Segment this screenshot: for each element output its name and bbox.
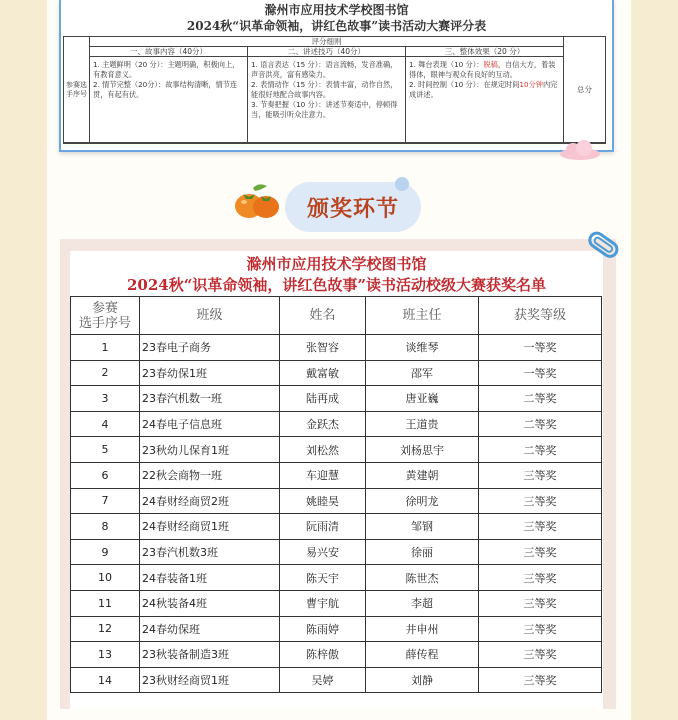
table-row — [71, 667, 602, 693]
cell-class: 23春汽机数3班 — [140, 539, 280, 565]
cell-award-level: 二等奖 — [479, 411, 602, 437]
effect-text-a: 1. 舞台表现（10 分）： — [409, 60, 484, 69]
cell-teacher: 陈世杰 — [366, 565, 479, 591]
paperclip-icon — [582, 227, 622, 263]
cell-name: 阮雨清 — [280, 514, 366, 540]
table-row — [71, 360, 602, 386]
cell-number: 2 — [71, 360, 140, 386]
score-sheet-title-line1: 滁州市应用技术学校图书馆 — [264, 3, 409, 17]
cell-class: 23秋幼儿保育1班 — [140, 437, 280, 463]
cell-teacher: 王道贵 — [366, 411, 479, 437]
score-sheet-image — [59, 0, 614, 152]
effect-text-b: ，自信大方，着装得体，眼神与观众有良好的互动。 2. 时间控制（10 分）：在规定时间 — [409, 60, 556, 89]
cell-teacher: 邹钢 — [366, 514, 479, 540]
cell-class: 24秋装备4班 — [140, 590, 280, 616]
cell-teacher: 刘静 — [366, 667, 479, 693]
cell-teacher: 徐丽 — [366, 539, 479, 565]
cell-teacher: 谈维琴 — [366, 335, 479, 361]
score-sheet-title-line2: 2024秋“识革命领袖，讲红色故事”读书活动大赛评分表 — [186, 19, 487, 33]
award-list-sheet — [70, 251, 603, 709]
table-row — [71, 642, 602, 668]
total-score-label: 总分 — [564, 37, 605, 143]
award-list-title-line2: 2024秋“识革命领袖，讲红色故事”读书活动校级大赛获奖名单 — [126, 276, 546, 294]
cell-number: 12 — [71, 616, 140, 642]
table-row — [71, 590, 602, 616]
cell-award-level: 三等奖 — [479, 488, 602, 514]
cell-name: 陆再成 — [280, 386, 366, 412]
table-row — [71, 386, 602, 412]
cell-award-level: 三等奖 — [479, 514, 602, 540]
cell-award-level: 二等奖 — [479, 386, 602, 412]
cell-teacher: 刘杨思宇 — [366, 437, 479, 463]
table-row — [71, 539, 602, 565]
cell-number: 7 — [71, 488, 140, 514]
cell-teacher: 黄建朝 — [366, 462, 479, 488]
section-body-content: 1. 主题鲜明（20 分）：主题明确，积极向上，有教育意义。 2. 情节完整（20分）：故事结构清晰，情节连贯，有起有伏。 — [90, 57, 248, 143]
cell-class: 23春幼保1班 — [140, 360, 280, 386]
award-heading-title: 颁奖环节 — [306, 196, 399, 222]
cell-number: 9 — [71, 539, 140, 565]
cell-class: 24春财经商贸1班 — [140, 514, 280, 540]
cell-number: 14 — [71, 667, 140, 693]
cell-class: 23秋财经商贸1班 — [140, 667, 280, 693]
cell-award-level: 三等奖 — [479, 590, 602, 616]
cell-class: 23春汽机数一班 — [140, 386, 280, 412]
article-page — [47, 0, 631, 720]
cell-name: 张智容 — [280, 335, 366, 361]
scoring-detail-header: 评分细则 — [90, 37, 564, 47]
table-row — [71, 514, 602, 540]
cell-name: 陈梓傲 — [280, 642, 366, 668]
award-table-header — [71, 297, 602, 335]
cell-award-level: 一等奖 — [479, 360, 602, 386]
section-header-technique: 二、讲述技巧（40分） — [248, 47, 406, 57]
cell-name: 车迎慧 — [280, 462, 366, 488]
cell-award-level: 三等奖 — [479, 667, 602, 693]
table-row — [71, 616, 602, 642]
persimmon-icon — [233, 180, 281, 220]
table-row — [71, 462, 602, 488]
section-header-content: 一、故事内容（40分） — [90, 47, 248, 57]
col-header-class: 班级 — [140, 297, 280, 335]
cell-name: 曹宇航 — [280, 590, 366, 616]
cell-teacher: 邵军 — [366, 360, 479, 386]
col-header-name: 姓名 — [280, 297, 366, 335]
score-sheet-table — [63, 36, 606, 144]
col-header-award: 获奖等级 — [479, 297, 602, 335]
cell-number: 3 — [71, 386, 140, 412]
cell-number: 6 — [71, 462, 140, 488]
cell-teacher: 唐亚巍 — [366, 386, 479, 412]
cell-number: 5 — [71, 437, 140, 463]
cell-class: 23春电子商务 — [140, 335, 280, 361]
cell-name: 金跃杰 — [280, 411, 366, 437]
cell-class: 24春装备1班 — [140, 565, 280, 591]
cell-number: 4 — [71, 411, 140, 437]
cell-class: 24春财经商贸2班 — [140, 488, 280, 514]
cell-name: 姚睦昊 — [280, 488, 366, 514]
effect-text-c: 内完成讲述。 — [409, 80, 558, 99]
cell-name: 戴富敏 — [280, 360, 366, 386]
cell-number: 8 — [71, 514, 140, 540]
section-header-effect: 三、整体效果（20 分） — [406, 47, 564, 57]
cell-name: 陈天宇 — [280, 565, 366, 591]
cell-number: 13 — [71, 642, 140, 668]
cell-teacher: 井申州 — [366, 616, 479, 642]
section-body-technique: 1. 语言表达（15 分）：语言流畅，发音准确，声音洪亮，富有感染力。 2. 表情动作（15 分）：表情丰富，动作自然，能很好地配合故事内容。 3. 节奏把握（10 分）：讲述节奏适中，停顿得当，能吸引听众注意力。 — [248, 57, 406, 143]
col-header-teacher: 班主任 — [366, 297, 479, 335]
table-row — [71, 335, 602, 361]
cell-award-level: 三等奖 — [479, 462, 602, 488]
table-row — [71, 437, 602, 463]
cell-award-level: 三等奖 — [479, 616, 602, 642]
award-list-image — [60, 239, 616, 709]
table-row — [71, 488, 602, 514]
cell-class: 22秋会商物一班 — [140, 462, 280, 488]
cell-class: 24春幼保班 — [140, 616, 280, 642]
cell-award-level: 二等奖 — [479, 437, 602, 463]
cell-award-level: 三等奖 — [479, 642, 602, 668]
cell-award-level: 三等奖 — [479, 565, 602, 591]
award-list-title-line1: 滁州市应用技术学校图书馆 — [246, 255, 427, 273]
cell-name: 刘松然 — [280, 437, 366, 463]
cell-number: 11 — [71, 590, 140, 616]
cell-class: 23秋装备制造3班 — [140, 642, 280, 668]
cloud-decoration-icon — [558, 140, 602, 160]
cell-name: 陈雨婷 — [280, 616, 366, 642]
cell-name: 吴婷 — [280, 667, 366, 693]
effect-highlight-memorize: 脱稿 — [483, 60, 498, 69]
cell-number: 1 — [71, 335, 140, 361]
contestant-number-label: 参赛选手序号 — [64, 37, 90, 143]
table-row — [71, 565, 602, 591]
table-row — [71, 411, 602, 437]
cell-teacher: 徐明龙 — [366, 488, 479, 514]
col-header-number: 参赛 选手序号 — [71, 297, 140, 335]
effect-highlight-time: 10分钟 — [519, 80, 543, 89]
heading-dot — [395, 177, 409, 191]
cell-number: 10 — [71, 565, 140, 591]
cell-name: 易兴安 — [280, 539, 366, 565]
award-section-heading — [233, 176, 443, 236]
cell-teacher: 薛传程 — [366, 642, 479, 668]
cell-teacher: 李超 — [366, 590, 479, 616]
cell-award-level: 一等奖 — [479, 335, 602, 361]
section-body-effect — [406, 57, 564, 143]
cell-class: 24春电子信息班 — [140, 411, 280, 437]
award-table — [70, 296, 602, 693]
cell-award-level: 三等奖 — [479, 539, 602, 565]
